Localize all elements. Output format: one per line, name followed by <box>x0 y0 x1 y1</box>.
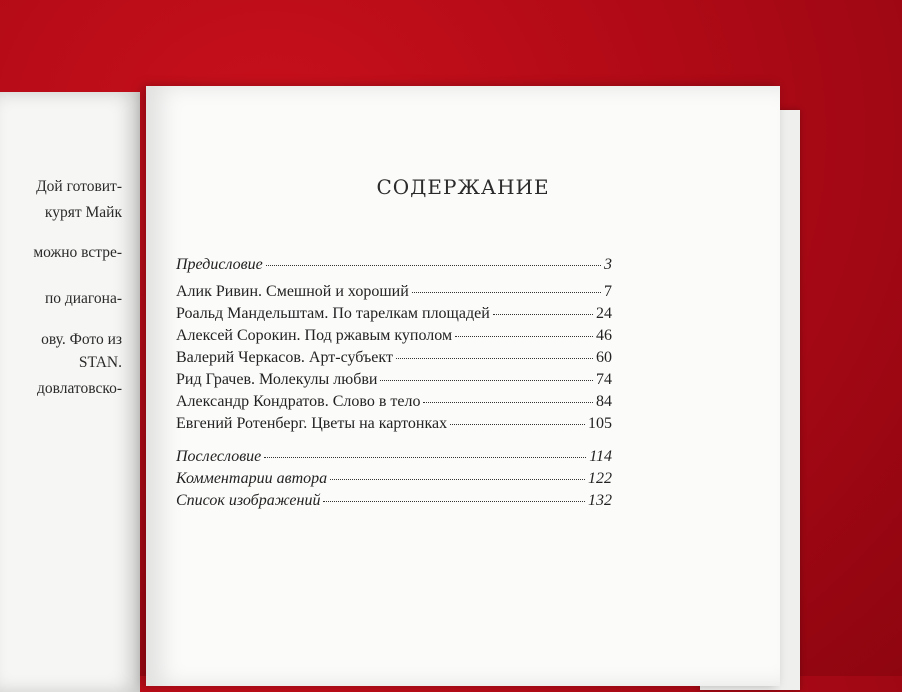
right-page <box>146 86 780 686</box>
left-page-line: можно встре- <box>33 244 122 261</box>
toc-entry-label: Алик Ривин. Смешной и хороший <box>176 283 409 300</box>
toc-entry <box>176 492 612 512</box>
toc-entry-page: 114 <box>589 448 612 465</box>
toc-entry-label: Валерий Черкасов. Арт-субъект <box>176 349 393 366</box>
toc-entry <box>176 393 612 413</box>
toc-entry <box>176 256 612 276</box>
dot-leader <box>423 402 593 403</box>
toc-entry-label: Предисловие <box>176 256 263 273</box>
toc-entry-page: 84 <box>596 393 612 410</box>
toc-entry-page: 132 <box>588 492 612 509</box>
toc-entry <box>176 327 612 347</box>
toc-entry <box>176 283 612 303</box>
toc-entry <box>176 470 612 490</box>
dot-leader <box>493 314 593 315</box>
toc-entry-label: Список изображений <box>176 492 321 509</box>
toc-entry-page: 24 <box>596 305 612 322</box>
left-page-line: довлатовско- <box>36 380 122 397</box>
dot-leader <box>266 265 601 266</box>
left-page <box>0 92 140 692</box>
toc-entry-page: 105 <box>588 415 612 432</box>
dot-leader <box>380 380 593 381</box>
toc-entry-page: 3 <box>604 256 612 273</box>
dot-leader <box>412 292 601 293</box>
toc-entry-page: 122 <box>588 470 612 487</box>
toc-entry-label: Послесловие <box>176 448 262 465</box>
toc-entry-label: Александр Кондратов. Слово в тело <box>176 393 421 410</box>
dot-leader <box>323 501 585 502</box>
dot-leader <box>396 358 593 359</box>
toc-entry-page: 7 <box>604 283 612 300</box>
left-page-line: STAN. <box>78 354 122 371</box>
toc-entry-label: Комментарии автора <box>176 470 328 487</box>
toc-entry-label: Евгений Ротенберг. Цветы на картонках <box>176 415 448 432</box>
dot-leader <box>264 457 586 458</box>
toc-entry <box>176 415 612 435</box>
left-page-line: по диагона- <box>44 290 122 307</box>
toc-entry <box>176 448 612 468</box>
dot-leader <box>450 424 585 425</box>
dot-leader <box>330 479 585 480</box>
toc-entry <box>176 305 612 325</box>
toc-entry-label: Роальд Мандельштам. По тарелкам площадей <box>176 305 490 322</box>
left-page-line: Дой готовит- <box>36 178 122 195</box>
toc-entry-label: Рид Грачев. Молекулы любви <box>176 371 378 388</box>
toc-entry-page: 60 <box>596 349 612 366</box>
toc-entry-page: 74 <box>596 371 612 388</box>
toc-entry <box>176 371 612 391</box>
toc-entry-page: 46 <box>596 327 612 344</box>
left-page-line: ову. Фото из <box>41 331 122 348</box>
dot-leader <box>455 336 593 337</box>
toc-entry <box>176 349 612 369</box>
toc-title: СОДЕРЖАНИЕ <box>376 175 550 199</box>
toc-entry-label: Алексей Сорокин. Под ржавым куполом <box>176 327 453 344</box>
left-page-line: курят Майк <box>44 204 122 221</box>
